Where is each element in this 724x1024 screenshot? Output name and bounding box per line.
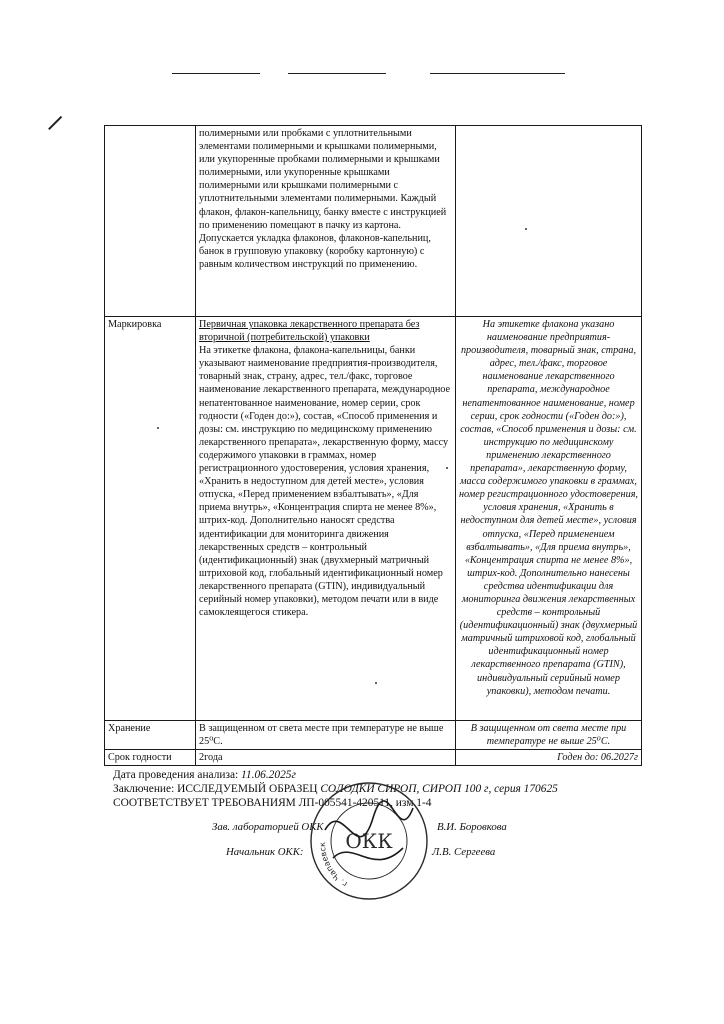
scan-speck bbox=[446, 467, 448, 469]
stamp-ring-text: г. Чапаевск bbox=[318, 842, 349, 889]
requirement-heading: Первичная упаковка лекарственного препарата без вторичной (потребительской) упаковки bbox=[199, 319, 420, 344]
result-text: В защищенном от света месте при температуре не выше 25⁰С. bbox=[456, 721, 642, 750]
table-row-shelf-life bbox=[105, 750, 642, 766]
requirement-text: В защищенном от света месте при температуре не выше 25⁰С. bbox=[196, 721, 456, 750]
signature-title: Начальник ОКК: bbox=[226, 846, 304, 858]
parameter-name: Срок годности bbox=[105, 750, 196, 766]
parameter-name: Маркировка bbox=[105, 317, 196, 721]
parameter-name: Хранение bbox=[105, 721, 196, 750]
scan-mark bbox=[48, 116, 62, 130]
requirement-cell bbox=[196, 317, 456, 721]
signature-name: В.И. Боровкова bbox=[437, 821, 507, 833]
scan-speck bbox=[157, 427, 159, 429]
parameter-cell bbox=[105, 126, 196, 317]
stamp-center-text: ОКК bbox=[345, 829, 393, 853]
conclusion-compliance: СООТВЕТСТВУЕТ ТРЕБОВАНИЯМ ЛП-005541-420511, изм.1-4 bbox=[113, 797, 432, 809]
signature-name: Л.В. Сергеева bbox=[432, 846, 496, 858]
analysis-date-label: Дата проведения анализа: bbox=[113, 769, 242, 781]
table-row bbox=[105, 126, 642, 317]
scan-speck bbox=[525, 228, 527, 230]
scan-speck bbox=[375, 682, 377, 684]
signature-title: Зав. лабораторией ОКК bbox=[212, 821, 324, 833]
seal-stamp-icon bbox=[303, 778, 435, 904]
result-text: На этикетке флакона указано наименование предприятия-производителя, товарный знак, страна, адрес, тел./факс, торговое наименование лекарственного препарата, международное непатентованное наименование, номер серии, срок годности («Годен до:»), состав, «Способ применения и дозы: см. инструкцию по медицинскому применению лекарственного препарата», лекарственную форму, масса содержимого упаковки в граммах, номер регистрационного удостоверения, условия хранения, «Хранить в недоступном для детей месте», условия отпуска, «Перед применением взбалтывать», «Для приема внутрь», «Концентрация спирта не менее 8%», штрих-код. Дополнительно нанесены средства идентификации для мониторинга движения лекарственных средств – контрольный (идентификационный) знак (двухмерный матричный штриховой код, глобальный идентификационный номер лекарственного препарата (GTIN), индивидуальный серийный номер упаковки), методом печати. bbox=[456, 317, 642, 721]
header-rule-2 bbox=[288, 73, 386, 74]
analysis-date-value: 11.06.2025г bbox=[241, 769, 296, 781]
requirement-text: 2года bbox=[196, 750, 456, 766]
specification-table bbox=[104, 125, 642, 766]
conclusion-product: СОЛОДКИ СИРОП, СИРОП 100 г, серия 170625 bbox=[320, 783, 558, 795]
header-rule-3 bbox=[430, 73, 565, 74]
requirement-cell: полимерными или пробками с уплотнительными элементами полимерными и крышками полимерными, или укупоренные пробками полимерными и крышками полимерными, или укупоренные крышками полимерными или крышками полимерными с уплотнительными элементами полимерными. Каждый флакон, флакон-капельницу, банку вместе с инструкцией по применению помещают в пачку из картона. Допускается укладка флаконов, флаконов-капельниц, банок в групповую упаковку (коробку картонную) с равным количеством инструкций по применению. bbox=[196, 126, 456, 317]
result-cell bbox=[456, 126, 642, 317]
result-text: Годен до: 06.2027г bbox=[456, 750, 642, 766]
requirement-text: На этикетке флакона, флакона-капельницы, банки указывают наименование предприятия-производителя, товарный знак, страну, адрес, тел./факс, торговое наименование лекарственного препарата, международное непатентованное наименование, номер серии, срок годности («Годен до:»), состав, «Способ применения и дозы: см. инструкцию по медицинскому применению лекарственного препарата», лекарственную форму, массу содержимого упаковки в граммах, номер регистрационного удостоверения, условия хранения, «Хранить в недоступном для детей месте», условия отпуска, «Перед применением взбалтывать», «Для приема внутрь», «Концентрация спирта не менее 8%», штрих-код. Дополнительно наносят средства идентификации для мониторинга движения лекарственных средств – контрольный (идентификационный) знак (двухмерный матричный штриховой код, глобальный идентификационный номер лекарственного препарата (GTIN), индивидуальный серийный номер упаковки), методом печати или в виде самоклеящегося стикера. bbox=[199, 345, 451, 619]
table-row-marking bbox=[105, 317, 642, 721]
table-row-storage bbox=[105, 721, 642, 750]
conclusion-label: Заключение: ИССЛЕДУЕМЫЙ ОБРАЗЕЦ bbox=[113, 783, 321, 795]
svg-text:г. Чапаевск bbox=[318, 842, 349, 889]
header-rule-1 bbox=[172, 73, 260, 74]
